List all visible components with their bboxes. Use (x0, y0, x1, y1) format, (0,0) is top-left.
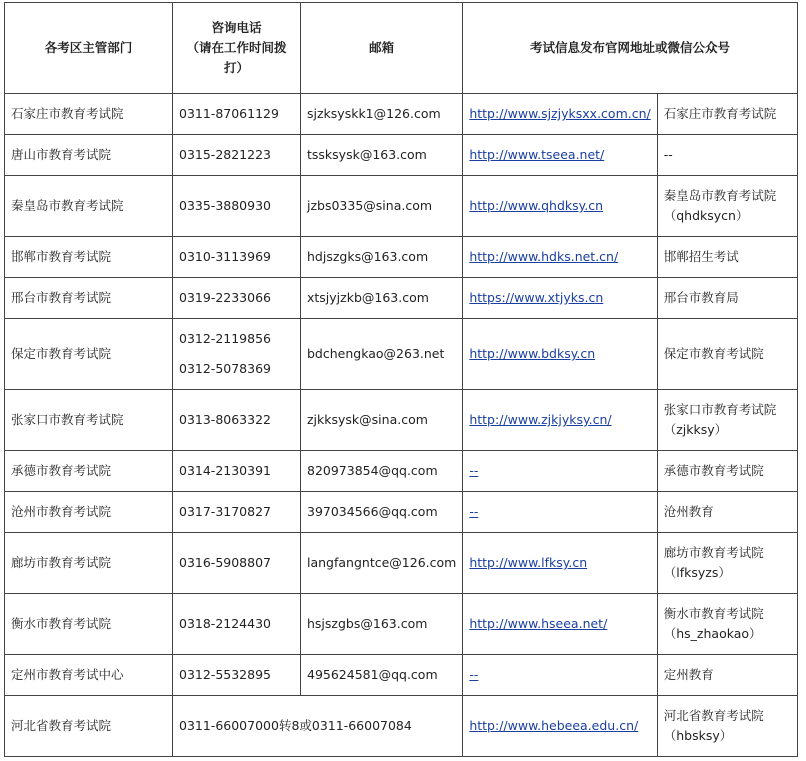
phone-cell (173, 594, 301, 655)
wechat-cell (657, 696, 797, 757)
dept-cell: 张家口市教育考试院 (5, 390, 173, 451)
phone-number: 0312-2119856 (179, 331, 271, 346)
dept-cell: 秦皇岛市教育考试院 (5, 176, 173, 237)
wechat-name: 沧州教育 (663, 504, 714, 519)
email-cell: sjzksyskk1@126.com (301, 94, 463, 135)
wechat-name: 邢台市教育局 (663, 290, 739, 305)
phone-cell (173, 237, 301, 278)
dept-cell: 河北省教育考试院 (5, 696, 173, 757)
table-row (5, 237, 798, 278)
phone-cell (173, 176, 301, 237)
site-link[interactable]: http://www.lfksy.cn (469, 555, 588, 570)
phone-cell (173, 135, 301, 176)
site-link[interactable]: -- (469, 463, 479, 478)
email-cell: langfangntce@126.com (301, 533, 463, 594)
url-cell (463, 319, 657, 390)
wechat-name: 秦皇岛市教育考试院 (663, 188, 777, 203)
table-row (5, 176, 798, 237)
url-cell (463, 696, 657, 757)
wechat-name: 定州教育 (663, 667, 714, 682)
url-cell (463, 655, 657, 696)
site-link[interactable]: http://www.hebeea.edu.cn/ (469, 718, 639, 733)
phone-number: 0310-3113969 (179, 249, 271, 264)
dept-cell: 沧州市教育考试院 (5, 492, 173, 533)
header-phone-note: （请在工作时间拨打） (186, 40, 287, 75)
url-cell (463, 390, 657, 451)
wechat-id: （hs_zhaokao） (663, 626, 762, 641)
url-cell (463, 237, 657, 278)
table-row (5, 135, 798, 176)
wechat-cell (657, 319, 797, 390)
url-cell (463, 594, 657, 655)
wechat-cell (657, 390, 797, 451)
dept-cell: 衡水市教育考试院 (5, 594, 173, 655)
phone-number: 0316-5908807 (179, 555, 271, 570)
wechat-name: 石家庄市教育考试院 (663, 106, 777, 121)
email-cell: 397034566@qq.com (301, 492, 463, 533)
phone-cell (173, 319, 301, 390)
wechat-cell (657, 94, 797, 135)
dept-cell: 承德市教育考试院 (5, 451, 173, 492)
phone-number: 0318-2124430 (179, 616, 271, 631)
header-phone (173, 3, 301, 94)
wechat-cell (657, 135, 797, 176)
wechat-id: （lfksyzs） (663, 565, 731, 580)
table-row (5, 492, 798, 533)
site-link[interactable]: http://www.zjkjyksy.cn/ (469, 412, 612, 427)
url-cell (463, 176, 657, 237)
table-row (5, 319, 798, 390)
dept-cell: 唐山市教育考试院 (5, 135, 173, 176)
wechat-id: （zjkksy） (663, 422, 728, 437)
table-row (5, 594, 798, 655)
wechat-name: 廊坊市教育考试院 (663, 545, 764, 560)
wechat-cell (657, 451, 797, 492)
header-site: 考试信息发布官网地址或微信公众号 (463, 3, 797, 94)
email-cell: hsjszgbs@163.com (301, 594, 463, 655)
table-row (5, 278, 798, 319)
email-cell: jzbs0335@sina.com (301, 176, 463, 237)
phone-merged-cell: 0311-66007000转8或0311-66007084 (173, 696, 463, 757)
wechat-id: （qhdksycn） (663, 208, 749, 223)
header-dept: 各考区主管部门 (5, 3, 173, 94)
phone-number: 0335-3880930 (179, 198, 271, 213)
phone-number: 0315-2821223 (179, 147, 271, 162)
wechat-cell (657, 594, 797, 655)
phone-cell (173, 451, 301, 492)
site-link[interactable]: -- (469, 667, 479, 682)
site-link[interactable]: http://www.sjzjyksxx.com.cn/ (469, 106, 651, 121)
contact-table (4, 2, 798, 757)
site-link[interactable]: http://www.tseea.net/ (469, 147, 605, 162)
phone-cell (173, 94, 301, 135)
email-cell: 820973854@qq.com (301, 451, 463, 492)
wechat-cell (657, 176, 797, 237)
url-cell (463, 94, 657, 135)
phone-cell (173, 533, 301, 594)
dept-cell: 保定市教育考试院 (5, 319, 173, 390)
dept-cell: 定州市教育考试中心 (5, 655, 173, 696)
site-link[interactable]: https://www.xtjyks.cn (469, 290, 604, 305)
site-link[interactable]: http://www.hseea.net/ (469, 616, 608, 631)
dept-cell: 邯郸市教育考试院 (5, 237, 173, 278)
email-cell: hdjszgks@163.com (301, 237, 463, 278)
email-cell: xtsjyjzkb@163.com (301, 278, 463, 319)
phone-cell (173, 278, 301, 319)
header-email: 邮箱 (301, 3, 463, 94)
phone-number: 0319-2233066 (179, 290, 271, 305)
table-row (5, 451, 798, 492)
email-cell: 495624581@qq.com (301, 655, 463, 696)
phone-number: 0313-8063322 (179, 412, 271, 427)
phone-number: 0317-3170827 (179, 504, 271, 519)
wechat-cell (657, 237, 797, 278)
wechat-cell (657, 533, 797, 594)
url-cell (463, 492, 657, 533)
wechat-cell (657, 655, 797, 696)
table-row (5, 533, 798, 594)
wechat-cell (657, 492, 797, 533)
wechat-cell (657, 278, 797, 319)
dept-cell: 邢台市教育考试院 (5, 278, 173, 319)
phone-cell (173, 492, 301, 533)
table-row (5, 655, 798, 696)
phone-number: 0311-87061129 (179, 106, 279, 121)
phone-number: 0314-2130391 (179, 463, 271, 478)
email-cell: bdchengkao@263.net (301, 319, 463, 390)
table-row (5, 390, 798, 451)
table-row (5, 94, 798, 135)
table-row-provincial (5, 696, 798, 757)
site-link[interactable]: http://www.bdksy.cn (469, 346, 596, 361)
phone-cell (173, 390, 301, 451)
url-cell (463, 278, 657, 319)
wechat-id: （hbsksy） (663, 728, 733, 743)
site-link[interactable]: http://www.qhdksy.cn (469, 198, 604, 213)
wechat-name: 承德市教育考试院 (663, 463, 764, 478)
wechat-name: 衡水市教育考试院 (663, 606, 764, 621)
phone-number: 0312-5532895 (179, 667, 271, 682)
email-cell: tssksysk@163.com (301, 135, 463, 176)
dept-cell: 廊坊市教育考试院 (5, 533, 173, 594)
url-cell (463, 135, 657, 176)
site-link[interactable]: http://www.hdks.net.cn/ (469, 249, 619, 264)
phone-cell (173, 655, 301, 696)
wechat-name: 张家口市教育考试院 (663, 402, 777, 417)
wechat-name: 河北省教育考试院 (663, 708, 764, 723)
wechat-name: 保定市教育考试院 (663, 346, 764, 361)
site-link[interactable]: -- (469, 504, 479, 519)
email-cell: zjkksysk@sina.com (301, 390, 463, 451)
url-cell (463, 533, 657, 594)
url-cell (463, 451, 657, 492)
wechat-name: 邯郸招生考试 (663, 249, 739, 264)
wechat-name: -- (663, 147, 673, 162)
header-phone-title: 咨询电话 (211, 20, 262, 35)
phone-number-alt: 0312-5078369 (179, 361, 271, 376)
dept-cell: 石家庄市教育考试院 (5, 94, 173, 135)
header-row (5, 3, 798, 94)
